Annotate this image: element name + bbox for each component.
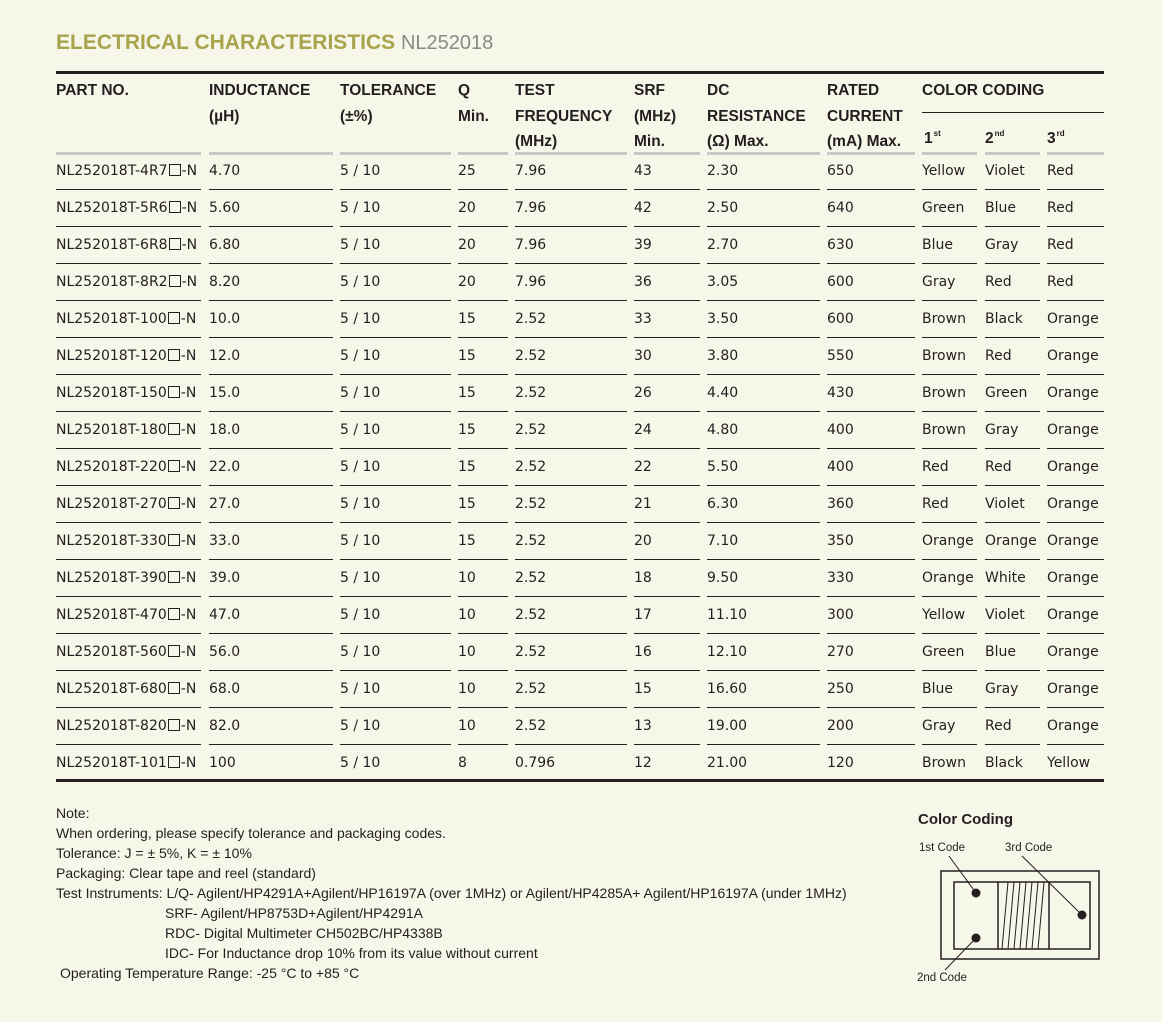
cell-inductance: 68.0: [209, 681, 241, 697]
cell-tolerance: 5 / 10: [340, 607, 381, 623]
cell-part-no: [56, 560, 196, 597]
tolerance-code-box-icon: [168, 534, 180, 546]
cell-inductance: 18.0: [209, 422, 241, 438]
cell-inductance: 6.80: [209, 237, 241, 253]
cell-color-1st: Brown: [922, 348, 966, 364]
cell-test-frequency: 2.52: [515, 607, 547, 623]
cell-color-1st: Yellow: [922, 163, 966, 179]
table-top-rule: [56, 71, 1104, 74]
cell-part-no: [56, 375, 196, 412]
header-rated-current: RATED CURRENT (mA) Max.: [827, 82, 903, 150]
header-color-2nd: 2nd: [985, 129, 1005, 147]
table-row: [0, 597, 1162, 634]
cell-rated-current: 300: [827, 607, 854, 623]
cell-srf: 12: [634, 755, 652, 771]
cell-tolerance: 5 / 10: [340, 459, 381, 475]
cell-srf: 18: [634, 570, 652, 586]
cell-part-no: [56, 745, 196, 782]
header-color-1st: 1st: [924, 129, 941, 147]
cell-tolerance: 5 / 10: [340, 163, 381, 179]
cell-test-frequency: 2.52: [515, 570, 547, 586]
table-row: [0, 227, 1162, 264]
part-no-suffix: -N: [180, 533, 197, 549]
tolerance-code-box-icon: [168, 571, 180, 583]
part-no-suffix: -N: [180, 755, 197, 771]
cell-color-2nd: Violet: [985, 496, 1025, 512]
note-packaging: Packaging: Clear tape and reel (standard): [56, 865, 316, 881]
part-no-suffix: -N: [181, 200, 198, 216]
cell-dc-resistance: 2.30: [707, 163, 739, 179]
cell-srf: 39: [634, 237, 652, 253]
cell-srf: 24: [634, 422, 652, 438]
note-ordering: When ordering, please specify tolerance and packaging codes.: [56, 825, 446, 841]
part-no-prefix: NL252018T-470: [56, 607, 167, 623]
tolerance-code-box-icon: [169, 164, 181, 176]
cell-inductance: 4.70: [209, 163, 241, 179]
cell-color-1st: Brown: [922, 311, 966, 327]
cell-inductance: 15.0: [209, 385, 241, 401]
part-no-prefix: NL252018T-101: [56, 755, 167, 771]
cell-color-3rd: Orange: [1047, 607, 1099, 623]
note-tolerance: Tolerance: J = ± 5%, K = ± 10%: [56, 845, 252, 861]
color-coding-diagram: [905, 806, 1125, 996]
cell-rated-current: 630: [827, 237, 854, 253]
cell-rated-current: 270: [827, 644, 854, 660]
tolerance-code-box-icon: [168, 312, 180, 324]
cell-rated-current: 120: [827, 755, 854, 771]
cell-test-frequency: 2.52: [515, 533, 547, 549]
part-no-suffix: -N: [180, 348, 197, 364]
part-no-suffix: -N: [180, 570, 197, 586]
cell-color-3rd: Orange: [1047, 459, 1099, 475]
cell-color-1st: Orange: [922, 570, 974, 586]
header-q: Q Min.: [458, 82, 489, 125]
cell-color-2nd: Orange: [985, 533, 1037, 549]
cell-tolerance: 5 / 10: [340, 422, 381, 438]
cell-part-no: [56, 486, 196, 523]
cell-color-3rd: Yellow: [1047, 755, 1091, 771]
part-no-prefix: NL252018T-100: [56, 311, 167, 327]
cell-rated-current: 600: [827, 311, 854, 327]
tolerance-code-box-icon: [168, 756, 180, 768]
cell-inductance: 82.0: [209, 718, 241, 734]
part-no-prefix: NL252018T-8R2: [56, 274, 168, 290]
part-no-prefix: NL252018T-680: [56, 681, 167, 697]
tolerance-code-box-icon: [168, 497, 180, 509]
cell-dc-resistance: 12.10: [707, 644, 748, 660]
tolerance-code-box-icon: [169, 238, 181, 250]
cell-srf: 30: [634, 348, 652, 364]
part-no-suffix: -N: [180, 718, 197, 734]
cell-color-1st: Green: [922, 644, 965, 660]
cell-color-1st: Orange: [922, 533, 974, 549]
header-tolerance: TOLERANCE (±%): [340, 82, 437, 125]
cell-q: 15: [458, 422, 476, 438]
cell-dc-resistance: 19.00: [707, 718, 748, 734]
cell-color-3rd: Red: [1047, 200, 1074, 216]
table-row: [0, 560, 1162, 597]
tolerance-code-box-icon: [168, 645, 180, 657]
cell-color-1st: Blue: [922, 237, 953, 253]
part-no-prefix: NL252018T-560: [56, 644, 167, 660]
cell-dc-resistance: 6.30: [707, 496, 739, 512]
tolerance-code-box-icon: [169, 275, 181, 287]
cell-part-no: [56, 264, 197, 301]
cell-rated-current: 600: [827, 274, 854, 290]
tolerance-code-box-icon: [168, 460, 180, 472]
cell-color-2nd: Gray: [985, 681, 1019, 697]
cell-color-3rd: Orange: [1047, 533, 1099, 549]
cell-q: 25: [458, 163, 476, 179]
header-color-coding: COLOR CODING: [922, 82, 1045, 99]
part-no-prefix: NL252018T-390: [56, 570, 167, 586]
cell-test-frequency: 7.96: [515, 163, 547, 179]
part-no-prefix: NL252018T-270: [56, 496, 167, 512]
page-title: [56, 29, 493, 57]
cell-tolerance: 5 / 10: [340, 533, 381, 549]
table-row: [0, 338, 1162, 375]
part-no-prefix: NL252018T-120: [56, 348, 167, 364]
cell-color-2nd: Gray: [985, 237, 1019, 253]
cell-srf: 20: [634, 533, 652, 549]
part-no-suffix: -N: [181, 163, 198, 179]
cell-inductance: 27.0: [209, 496, 241, 512]
cell-part-no: [56, 634, 196, 671]
cell-dc-resistance: 4.40: [707, 385, 739, 401]
part-no-prefix: NL252018T-220: [56, 459, 167, 475]
table-row: [0, 153, 1162, 190]
cell-dc-resistance: 21.00: [707, 755, 748, 771]
cell-color-2nd: Gray: [985, 422, 1019, 438]
cell-tolerance: 5 / 10: [340, 681, 381, 697]
cell-dc-resistance: 3.50: [707, 311, 739, 327]
cell-srf: 16: [634, 644, 652, 660]
cell-color-1st: Green: [922, 200, 965, 216]
cell-color-2nd: Black: [985, 755, 1023, 771]
cell-inductance: 5.60: [209, 200, 241, 216]
cell-dc-resistance: 11.10: [707, 607, 748, 623]
cell-q: 15: [458, 533, 476, 549]
cell-part-no: [56, 301, 196, 338]
label-3rd-code: 3rd Code: [1005, 842, 1053, 854]
tolerance-code-box-icon: [168, 719, 180, 731]
cell-color-1st: Brown: [922, 755, 966, 771]
cell-color-3rd: Red: [1047, 274, 1074, 290]
inductor-diagram: [905, 806, 1125, 996]
cell-tolerance: 5 / 10: [340, 311, 381, 327]
cell-srf: 36: [634, 274, 652, 290]
table-row: [0, 671, 1162, 708]
cell-color-2nd: Red: [985, 348, 1012, 364]
cell-part-no: [56, 523, 196, 560]
cell-color-1st: Gray: [922, 718, 956, 734]
cell-inductance: 56.0: [209, 644, 241, 660]
cell-rated-current: 250: [827, 681, 854, 697]
cell-inductance: 47.0: [209, 607, 241, 623]
cell-color-1st: Gray: [922, 274, 956, 290]
cell-color-1st: Yellow: [922, 607, 966, 623]
cell-test-frequency: 2.52: [515, 348, 547, 364]
cell-color-3rd: Orange: [1047, 570, 1099, 586]
cell-dc-resistance: 3.80: [707, 348, 739, 364]
cell-tolerance: 5 / 10: [340, 200, 381, 216]
part-no-suffix: -N: [180, 496, 197, 512]
cell-test-frequency: 7.96: [515, 237, 547, 253]
cell-tolerance: 5 / 10: [340, 237, 381, 253]
cell-q: 10: [458, 607, 476, 623]
cell-inductance: 100: [209, 755, 236, 771]
cell-test-frequency: 2.52: [515, 385, 547, 401]
tolerance-code-box-icon: [168, 608, 180, 620]
cell-rated-current: 550: [827, 348, 854, 364]
cell-rated-current: 430: [827, 385, 854, 401]
cell-color-2nd: Red: [985, 459, 1012, 475]
color-coding-diagram-title: Color Coding: [918, 811, 1013, 828]
cell-dc-resistance: 16.60: [707, 681, 748, 697]
header-part-no: PART NO.: [56, 82, 129, 99]
table-row: [0, 634, 1162, 671]
cell-test-frequency: 2.52: [515, 311, 547, 327]
cell-color-2nd: Green: [985, 385, 1028, 401]
cell-rated-current: 330: [827, 570, 854, 586]
cell-test-frequency: 0.796: [515, 755, 556, 771]
cell-part-no: [56, 227, 197, 264]
cell-color-1st: Brown: [922, 422, 966, 438]
tolerance-code-box-icon: [169, 201, 181, 213]
label-2nd-code: 2nd Code: [917, 972, 967, 984]
part-no-suffix: -N: [180, 459, 197, 475]
cell-srf: 26: [634, 385, 652, 401]
cell-test-frequency: 2.52: [515, 422, 547, 438]
cell-dc-resistance: 4.80: [707, 422, 739, 438]
color-coding-divider: [922, 112, 1104, 113]
table-row: [0, 264, 1162, 301]
cell-q: 20: [458, 237, 476, 253]
table-row: [0, 708, 1162, 745]
cell-part-no: [56, 671, 196, 708]
cell-inductance: 10.0: [209, 311, 241, 327]
cell-q: 15: [458, 348, 476, 364]
cell-tolerance: 5 / 10: [340, 644, 381, 660]
cell-tolerance: 5 / 10: [340, 570, 381, 586]
cell-dc-resistance: 5.50: [707, 459, 739, 475]
cell-srf: 22: [634, 459, 652, 475]
cell-tolerance: 5 / 10: [340, 274, 381, 290]
note-rdc: RDC- Digital Multimeter CH502BC/HP4338B: [165, 925, 443, 941]
cell-q: 20: [458, 274, 476, 290]
cell-test-frequency: 2.52: [515, 718, 547, 734]
part-no-suffix: -N: [180, 385, 197, 401]
cell-rated-current: 200: [827, 718, 854, 734]
tolerance-code-box-icon: [168, 386, 180, 398]
cell-part-no: [56, 153, 197, 190]
notes: [56, 803, 847, 983]
cell-q: 10: [458, 681, 476, 697]
cell-dc-resistance: 2.50: [707, 200, 739, 216]
part-no-suffix: -N: [180, 644, 197, 660]
cell-part-no: [56, 708, 196, 745]
cell-rated-current: 360: [827, 496, 854, 512]
label-1st-code: 1st Code: [919, 842, 966, 854]
cell-srf: 17: [634, 607, 652, 623]
cell-test-frequency: 7.96: [515, 200, 547, 216]
cell-tolerance: 5 / 10: [340, 755, 381, 771]
cell-part-no: [56, 190, 197, 227]
cell-tolerance: 5 / 10: [340, 496, 381, 512]
cell-color-3rd: Red: [1047, 163, 1074, 179]
cell-part-no: [56, 449, 196, 486]
cell-q: 15: [458, 311, 476, 327]
cell-rated-current: 350: [827, 533, 854, 549]
part-no-prefix: NL252018T-150: [56, 385, 167, 401]
note-test-instruments: Test Instruments: L/Q- Agilent/HP4291A+Agilent/HP16197A (over 1MHz) or Agilent/HP4285A+ Agilent/HP16197A (under 1MHz): [56, 885, 847, 901]
cell-color-3rd: Orange: [1047, 496, 1099, 512]
part-no-suffix: -N: [180, 422, 197, 438]
cell-q: 20: [458, 200, 476, 216]
cell-test-frequency: 2.52: [515, 496, 547, 512]
cell-color-3rd: Orange: [1047, 681, 1099, 697]
cell-srf: 43: [634, 163, 652, 179]
cell-rated-current: 400: [827, 422, 854, 438]
cell-q: 15: [458, 459, 476, 475]
cell-srf: 15: [634, 681, 652, 697]
cell-dc-resistance: 7.10: [707, 533, 739, 549]
table-row: [0, 190, 1162, 227]
cell-part-no: [56, 338, 196, 375]
table-row: [0, 375, 1162, 412]
cell-q: 8: [458, 755, 467, 771]
cell-test-frequency: 2.52: [515, 681, 547, 697]
note-srf: SRF- Agilent/HP8753D+Agilent/HP4291A: [165, 905, 423, 921]
part-no-prefix: NL252018T-180: [56, 422, 167, 438]
header-inductance: INDUCTANCE (µH): [209, 82, 311, 125]
cell-rated-current: 400: [827, 459, 854, 475]
cell-srf: 21: [634, 496, 652, 512]
cell-part-no: [56, 412, 196, 449]
cell-color-2nd: Blue: [985, 200, 1016, 216]
part-no-suffix: -N: [180, 607, 197, 623]
cell-color-1st: Red: [922, 459, 949, 475]
cell-color-1st: Brown: [922, 385, 966, 401]
cell-inductance: 39.0: [209, 570, 241, 586]
cell-dc-resistance: 3.05: [707, 274, 739, 290]
table-row: [0, 745, 1162, 782]
cell-color-3rd: Orange: [1047, 422, 1099, 438]
header-test-frequency: TEST FREQUENCY (MHz): [515, 82, 613, 150]
cell-color-2nd: Violet: [985, 163, 1025, 179]
title-main: ELECTRICAL CHARACTERISTICS: [56, 31, 396, 54]
part-no-prefix: NL252018T-5R6: [56, 200, 168, 216]
cell-q: 10: [458, 718, 476, 734]
part-no-prefix: NL252018T-4R7: [56, 163, 168, 179]
cell-color-3rd: Orange: [1047, 644, 1099, 660]
cell-color-2nd: Red: [985, 274, 1012, 290]
tolerance-code-box-icon: [168, 423, 180, 435]
part-no-suffix: -N: [180, 681, 197, 697]
cell-q: 10: [458, 644, 476, 660]
cell-test-frequency: 2.52: [515, 459, 547, 475]
cell-rated-current: 650: [827, 163, 854, 179]
part-no-prefix: NL252018T-6R8: [56, 237, 168, 253]
cell-inductance: 22.0: [209, 459, 241, 475]
cell-color-3rd: Red: [1047, 237, 1074, 253]
cell-tolerance: 5 / 10: [340, 348, 381, 364]
cell-color-2nd: Blue: [985, 644, 1016, 660]
cell-srf: 13: [634, 718, 652, 734]
note-idc: IDC- For Inductance drop 10% from its value without current: [165, 945, 538, 961]
cell-color-3rd: Orange: [1047, 311, 1099, 327]
cell-dc-resistance: 2.70: [707, 237, 739, 253]
cell-test-frequency: 7.96: [515, 274, 547, 290]
cell-color-3rd: Orange: [1047, 348, 1099, 364]
cell-color-1st: Blue: [922, 681, 953, 697]
tolerance-code-box-icon: [168, 682, 180, 694]
cell-color-3rd: Orange: [1047, 718, 1099, 734]
cell-inductance: 12.0: [209, 348, 241, 364]
part-no-suffix: -N: [180, 311, 197, 327]
cell-q: 15: [458, 385, 476, 401]
part-no-prefix: NL252018T-330: [56, 533, 167, 549]
header-dc-resistance: DC RESISTANCE (Ω) Max.: [707, 82, 806, 150]
table-row: [0, 412, 1162, 449]
cell-inductance: 8.20: [209, 274, 241, 290]
cell-srf: 33: [634, 311, 652, 327]
cell-color-1st: Red: [922, 496, 949, 512]
note-operating-temperature: Operating Temperature Range: -25 °C to +85 °C: [60, 965, 360, 981]
cell-dc-resistance: 9.50: [707, 570, 739, 586]
title-part-series: NL252018: [400, 32, 494, 54]
part-no-suffix: -N: [181, 237, 198, 253]
cell-tolerance: 5 / 10: [340, 718, 381, 734]
table-row: [0, 486, 1162, 523]
cell-color-2nd: White: [985, 570, 1026, 586]
part-no-prefix: NL252018T-820: [56, 718, 167, 734]
cell-color-2nd: Violet: [985, 607, 1025, 623]
cell-rated-current: 640: [827, 200, 854, 216]
cell-q: 15: [458, 496, 476, 512]
cell-tolerance: 5 / 10: [340, 385, 381, 401]
table-bottom-rule: [56, 779, 1104, 782]
cell-q: 10: [458, 570, 476, 586]
table-row: [0, 301, 1162, 338]
cell-inductance: 33.0: [209, 533, 241, 549]
cell-color-3rd: Orange: [1047, 385, 1099, 401]
cell-color-2nd: Black: [985, 311, 1023, 327]
cell-test-frequency: 2.52: [515, 644, 547, 660]
cell-part-no: [56, 597, 196, 634]
header-srf: SRF (MHz) Min.: [634, 82, 677, 150]
table-row: [0, 523, 1162, 560]
tolerance-code-box-icon: [168, 349, 180, 361]
note-heading: Note:: [56, 805, 90, 821]
header-color-3rd: 3rd: [1047, 129, 1065, 147]
cell-srf: 42: [634, 200, 652, 216]
cell-color-2nd: Red: [985, 718, 1012, 734]
table-row: [0, 449, 1162, 486]
part-no-suffix: -N: [181, 274, 198, 290]
